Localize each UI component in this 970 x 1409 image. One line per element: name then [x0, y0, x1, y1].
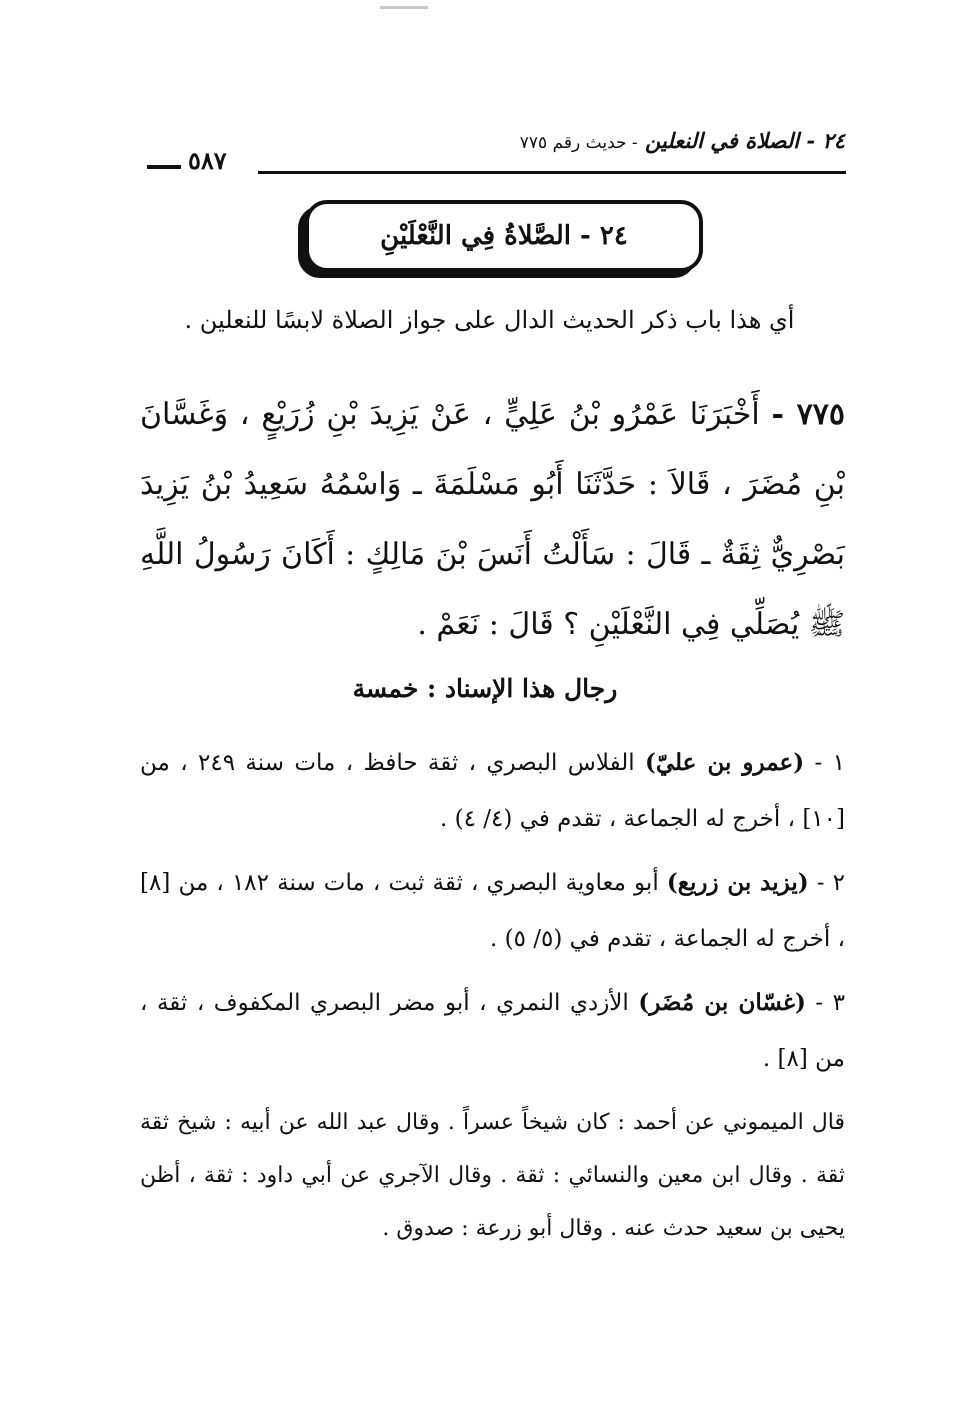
chapter-title-box [305, 200, 703, 272]
narrator-number: ٣ - [805, 990, 845, 1016]
running-head-hadith-ref: - حديث رقم ٧٧٥ [519, 133, 638, 153]
narrator-name: (غسّان بن مُضَر) [638, 989, 806, 1016]
chapter-intro: أي هذا باب ذكر الحديث الدال على جواز الصلاة لابسًا للنعلين . [184, 306, 795, 334]
page-number: ٥٨٧ [188, 146, 227, 175]
narrator-number: ٢ - [808, 870, 845, 896]
scan-mark [380, 6, 428, 9]
hadith-number: ٧٧٥ - [771, 397, 845, 432]
narrator-name: (عمرو بن عليّ) [645, 749, 805, 776]
header-rule-short [147, 165, 181, 169]
hadith-text [140, 380, 845, 660]
hadith-body: أَخْبَرَنَا عَمْرُو بْنُ عَلِيٍّ ، عَنْ يَزِيدَ بْنِ زُرَيْعٍ ، وَغَسَّانَ بْنِ مُضَرَ ، قَالاَ : حَدَّثَنَا أَبُو مَسْلَمَةَ ـ وَاسْمُهُ سَعِيدُ بْنُ يَزِيدَ بَصْرِيٌّ ثِقَةٌ ـ قَالَ : سَأَلْتُ أَنَسَ بْنَ مَالِكٍ : أَكَانَ رَسُولُ اللَّهِ ﷺ يُصَلِّي فِي النَّعْلَيْنِ ؟ قَالَ : نَعَمْ . [140, 397, 845, 642]
narrator-number: ١ - [804, 750, 846, 776]
narrator-name: (يزيد بن زريع) [666, 869, 809, 896]
narrator-details: الفلاس البصري ، ثقة حافظ ، مات سنة ٢٤٩ ، من [١٠] ، أخرج له الجماعة ، تقدم في (٤/ ٤) . [140, 750, 845, 832]
narrator-entry [140, 855, 845, 967]
section-heading: رجال هذا الإسناد : خمسة [352, 674, 618, 703]
running-head-chapter: ٢٤ - الصلاة في النعلين [644, 128, 845, 153]
header-rule [258, 171, 846, 174]
narrator-details: أبو معاوية البصري ، ثقة ثبت ، مات سنة ١٨٢ ، من [٨] ، أخرج له الجماعة ، تقدم في (٥/ ٥) . [140, 870, 845, 952]
narrator-details: الأزدي النمري ، أبو مضر البصري المكفوف ، ثقة ، من [٨] . [140, 990, 845, 1072]
narrator-commentary: قال الميموني عن أحمد : كان شيخاً عسراً . وقال عبد الله عن أبيه : شيخ ثقة ثقة . وقال ابن معين والنسائي : ثقة . وقال الآجري عن أبي داود : ثقة ، أظن يحيى بن سعيد حدث عنه . وقال أبو زرعة : صدوق . [140, 1110, 845, 1241]
chapter-title: ٢٤ - الصَّلاةُ فِي النَّعْلَيْنِ [380, 221, 628, 251]
running-head [140, 128, 845, 160]
narrator-entry [140, 975, 845, 1087]
narrator-entry [140, 735, 845, 847]
running-head-title [520, 128, 845, 153]
